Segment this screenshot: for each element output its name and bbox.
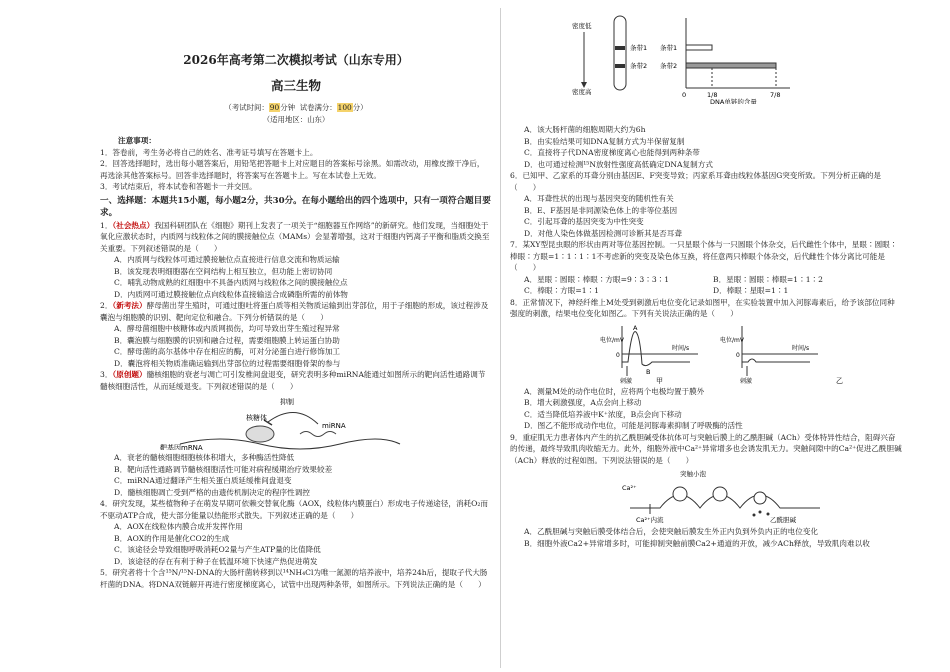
graph-b-zero: 0 (736, 351, 740, 359)
question-3-stem: 3．（原创题）髓核细胞的衰老与凋亡可引发椎间盘退变，研究表明多种miRNA能通过如图所示的靶向活性通路调节髓核细胞活性，从而延缓退变。下列叙述错误的是（ ） (100, 370, 486, 391)
exam-info (100, 102, 492, 114)
ribosome-label: 核糖体 (246, 414, 267, 422)
option-b: B．由实验结果可知DNA复制方式为半保留复制 (524, 136, 685, 146)
density-low-label: 密度低 (572, 22, 592, 30)
peak-a-label: A (633, 323, 638, 332)
options-row (510, 285, 902, 297)
note-item: 2．回答选择题时，选出每小题答案后，用铅笔把答题卡上对应题目的答案标号涂黑。如需改动，用橡皮擦干净后，再选涂其他答案标号。回答非选择题时，将答案写在答题卡上。写在本试卷上无效。 (100, 159, 485, 180)
question-tag: （原创题） (112, 370, 147, 379)
option-d: D．对他人染色体做基因检测可诊断其是否耳聋 (524, 228, 682, 238)
inhibit-label: 抑制 (280, 398, 294, 406)
question-4-stem: 4．研究发现，某些植物种子在萌发早期可依赖交替氧化酶（AOX，线粒体内膜蛋白）形成电子传递途径，消耗O₂而不驱动ATP合成，使大部分能量以热能形式散失。下列叙述正确的是（ ） (100, 499, 488, 520)
vesicle-1 (673, 487, 687, 501)
potential-graphs (600, 322, 860, 384)
mirna-shape (300, 432, 336, 437)
vesicle-label: 突触小泡 (680, 470, 706, 478)
option-a: A．AOX在线粒体内膜合成并发挥作用 (114, 522, 243, 531)
option-a: A．酵母菌细胞中核糖体或内质网损伤，均可导致出芽生殖过程异常 (114, 324, 340, 333)
option-a: A．测量M处的动作电位时，应将两个电极均置于膜外 (524, 386, 705, 396)
mirna-diagram (100, 394, 492, 450)
stim-label-a: 刺激 (620, 377, 633, 384)
time-unit: 分钟 (280, 103, 295, 112)
option-c: C．引起耳聋的基因突变为中性突变 (524, 217, 644, 226)
question-7-stem: 7．某XY型昆虫眼的形状由两对等位基因控制。一只星眼个体与一只圆眼个体杂交，后代雌性个体中，星眼∶圆眼∶棒眼∶方眼=1∶1∶1∶1不考虑新的突变及染色体互换，将任意两只棒眼个体杂交，后代雌性个体分离比可能是（ ） (510, 240, 898, 272)
time-prefix: （考试时间： (224, 103, 269, 112)
graph-a-xlabel: 时间/s (672, 344, 690, 352)
vesicle-2 (713, 487, 727, 501)
question-tag: （社会热点） (112, 220, 155, 230)
ach-dot (759, 511, 762, 514)
option-b: B．E、F基因是非同源染色体上的非等位基因 (524, 205, 678, 215)
column-divider (500, 8, 501, 668)
option-c: C．该途径会导致细胞呼吸消耗O2量与产生ATP量的比值降低 (114, 545, 321, 554)
option-d: D．棒眼∶星眼=1∶1 (713, 286, 789, 295)
vesicle-3 (754, 492, 766, 504)
score-value: 100 (337, 103, 352, 112)
band-2 (615, 64, 625, 68)
bar-band-1 (686, 45, 712, 50)
option-a: A．该大肠杆菌的细胞周期大约为6h (524, 125, 646, 134)
q5-figure (570, 4, 902, 104)
synapse-diagram (620, 468, 840, 524)
axis-band-1-label: 条带1 (660, 44, 678, 52)
q8-figure (600, 322, 902, 384)
score-suffix: 分） (352, 103, 368, 112)
time-value: 90 (269, 103, 280, 112)
band-1 (615, 46, 625, 50)
question-1-stem: 1．（社会热点）我国科研团队在《细胞》期刊上发表了一项关于“细胞器互作网络”的新研究。他们发现，当细胞处于氧化应激状态时，内质网与线粒体之间的膜接触位点（MAMs）会显著增强，这对于细胞内钙离子平衡和脂质交换至关重要。下列叙述错误的是（ ） (100, 220, 490, 253)
graph-b-ylabel: 电位/mV (720, 336, 744, 344)
question-2-stem: 2．（新考法）酵母菌出芽生殖时，可通过胞吐将蛋白质等相关物质运输到出芽部位，用于子细胞的形成，该过程涉及囊泡与细胞膜的识别、靶向定位和融合。下列分析错误的是（ ） (100, 301, 489, 322)
q3-figure (100, 394, 492, 450)
target-label: 靶基因mRNA (160, 444, 203, 450)
ach-dot (753, 514, 756, 517)
q9-figure (620, 468, 902, 524)
question-tag: （新考法） (112, 301, 147, 310)
blocked-potential-curve (742, 359, 810, 362)
right-column (510, 2, 902, 549)
option-c: C．miRNA通过翻译产生相关蛋白质延缓椎间盘退变 (114, 476, 292, 485)
point-b-label: B (646, 367, 651, 376)
mirna-label: miRNA (322, 422, 346, 430)
option-a: A．耳聋性状的出现与基因突变的随机性有关 (524, 194, 674, 203)
exam-subject: 高三生物 (270, 78, 321, 93)
option-c: C．棒眼∶方眼=1∶1 (524, 286, 599, 295)
stim-label-b: 刺激 (740, 377, 753, 384)
density-high-label: 密度高 (572, 88, 592, 96)
option-a: A．星眼∶圆眼∶棒眼∶方眼=9∶3∶3∶1 (524, 274, 670, 284)
options-row (510, 274, 902, 286)
option-b: B．靶向活性通路调节髓核细胞活性可能对病程缓期治疗效果较差 (114, 464, 333, 474)
note-item: 1．答卷前，考生务必将自己的姓名、准考证号填写在答题卡上。 (100, 147, 318, 157)
notes-title: 注意事项： (118, 136, 156, 145)
graph-b-xlabel: 时间/s (792, 344, 810, 352)
section-title: 一、选择题：本题共15小题，每小题2分，共30分。在每小题给出的四个选项中，只有一项符合题目要求。 (100, 195, 491, 218)
option-d: D．也可通过检测¹⁵N放射性强度高低确定DNA复制方式 (524, 159, 713, 169)
band-2-label: 条带2 (630, 62, 648, 70)
option-d: D．图乙不能形成动作电位，可能是河豚毒素抑制了呼吸酶的活性 (524, 421, 743, 430)
option-b: B．增大刺激强度，A点会向上移动 (524, 398, 642, 407)
option-b: B．星眼∶圆眼∶棒眼=1∶1∶2 (713, 274, 823, 284)
option-b: B．该发现表明细胞器在空间结构上相互独立，但功能上密切协同 (114, 266, 333, 276)
mrna-strand (180, 439, 400, 449)
band-1-label: 条带1 (630, 44, 648, 52)
option-d: D．内质网可通过膜接触位点向线粒体直接输送合成磷脂所需的前体物 (114, 289, 348, 299)
x-axis-label: DNA单链的含量 (710, 98, 757, 104)
option-d: D．囊泡将相关物质准确运输到出芽部位的过程需要细胞骨架的参与 (114, 358, 341, 368)
ca-influx-label: Ca²⁺内流 (636, 516, 664, 524)
note-item: 3．考试结束后，将本试卷和答题卡一并交回。 (100, 182, 257, 191)
graph-a-zero: 0 (616, 351, 620, 359)
ribosome-shape (246, 426, 274, 442)
option-c: C．哺乳动物成熟的红细胞中不具备内质网与线粒体之间的膜接触位点 (114, 278, 348, 287)
graph-label-a: 甲 (656, 376, 663, 384)
question-5-stem: 5．研究者将十个含¹⁵N/¹⁵N-DNA的大肠杆菌转移到以¹⁴NH₄Cl为唯一氮源的培养液中，培养24h后，提取子代大肠杆菌的DNA。将DNA双链解开再进行密度梯度离心，试管中出现两种条带，如图所示。下列说法正确的是（ ） (100, 568, 488, 589)
option-d: D．该途径的存在有利于种子在低温环境下快速产热促进萌发 (114, 556, 318, 566)
score-label: 试卷满分： (299, 103, 337, 112)
question-9-stem: 9．重症肌无力患者体内产生的抗乙酰胆碱受体抗体可与突触后膜上的乙酰胆碱（ACh）受体特异性结合，阻碍兴奋的传递，最终导致肌肉收缩无力。此外，细胞外液中Ca²⁺异常增多也会诱发肌无力。突触间隙中的Ca²⁺促进乙酰胆碱（ACh）释放的过程如图。下列说法错误的是（ ） (510, 432, 902, 465)
tick-1-8: 1/8 (707, 91, 718, 99)
question-6-stem: 6．已知甲、乙家系的耳聋分别由基因E、F突变导致；丙家系耳聋由线粒体基因G突变所致。下列分析正确的是（ ） (510, 171, 882, 192)
option-b: B．囊泡膜与细胞膜的识别和融合过程，需要细胞膜上转运蛋白协助 (114, 335, 340, 345)
option-c: C．酵母菌的高尔基体中存在相应的酶，可对分泌蛋白进行修饰加工 (114, 347, 341, 356)
option-a: A．衰老的髓核细胞细胞核体积增大，多种酶活性降低 (114, 453, 295, 462)
dna-band-diagram (570, 4, 830, 104)
exam-region: （适用地区：山东） (262, 115, 330, 124)
inhibit-arrow (268, 412, 318, 424)
ca-label: Ca²⁺ (622, 484, 637, 492)
option-b: B．AOX的作用是催化CO2的生成 (114, 533, 230, 543)
option-d: D．髓核细胞凋亡受到严格的由遗传机制决定的程序性调控 (114, 487, 310, 497)
test-tube (614, 16, 626, 90)
exam-title: 2026年高考第二次模拟考试（山东专用） (183, 53, 409, 67)
option-a: A．乙酰胆碱与突触后膜受体结合后，会使突触后膜发生外正内负到外负内正的电位变化 (524, 527, 819, 536)
tick-7-8: 7/8 (770, 91, 781, 99)
question-8-stem: 8．正常情况下，神经纤维上M处受到刺激后电位变化记录如图甲，在实验装置中加入河豚毒素后，给予该部位同种强度的刺激，结果电位变化如图乙。下列有关说法正确的是（ ） (510, 297, 895, 318)
option-c: C．适当降低培养液中K⁺浓度，B点会向下移动 (524, 409, 682, 419)
option-c: C．直接将子代DNA密度梯度离心也能得到两种条带 (524, 148, 700, 157)
graph-a-ylabel: 电位/mV (600, 336, 624, 344)
ach-label: 乙酰胆碱 (770, 516, 796, 524)
left-column (100, 0, 492, 590)
graph-label-b: 乙 (836, 376, 843, 384)
option-b: B．细胞外液Ca2+异常增多时，可能抑制突触前膜Ca2+通道的开放，减少ACh释放，导致肌肉难以收 (524, 538, 870, 548)
axis-band-2-label: 条带2 (660, 62, 678, 70)
bar-band-2 (686, 63, 776, 68)
option-a: A．内质网与线粒体可通过膜接触位点直接进行信息交流和物质运输 (114, 255, 340, 264)
tick-0: 0 (682, 91, 687, 99)
